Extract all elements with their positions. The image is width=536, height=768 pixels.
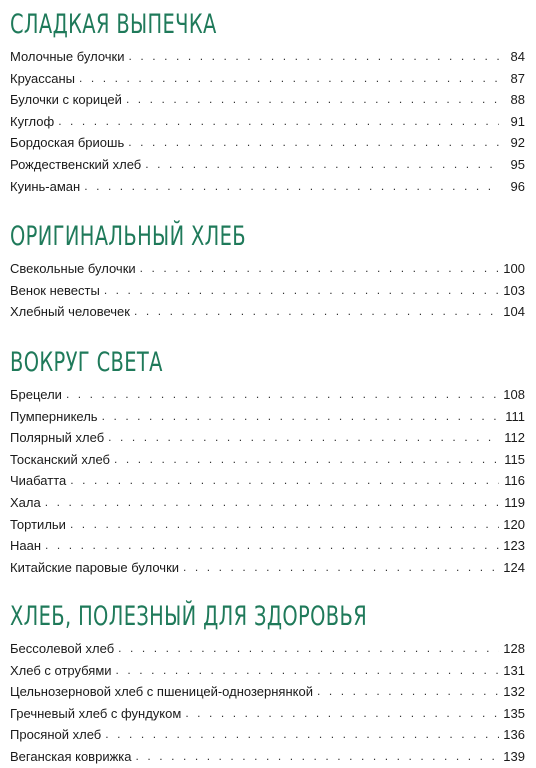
entry-page-number: 111 <box>505 408 525 424</box>
toc-entry[interactable] <box>10 724 525 746</box>
toc-entry[interactable] <box>10 746 525 768</box>
entry-page-number: 128 <box>503 641 525 656</box>
dot-leader <box>70 470 499 492</box>
section-title: ОРИГИНАЛЬНЫЙ ХЛЕБ <box>10 221 247 252</box>
entry-title: Хлеб с отрубями <box>10 662 112 678</box>
entry-title: Бессолевой хлеб <box>10 641 115 656</box>
toc-entry[interactable] <box>10 176 525 198</box>
dot-leader <box>140 258 499 280</box>
dot-leader <box>185 703 499 725</box>
entry-page-number: 112 <box>504 430 525 446</box>
entry-page-number: 84 <box>510 49 525 64</box>
entry-page-number: 116 <box>504 473 525 489</box>
section-around-the-world <box>10 344 525 578</box>
toc-entry[interactable] <box>10 557 525 579</box>
dot-leader <box>58 111 499 133</box>
entry-title: Хала <box>10 494 41 510</box>
dot-leader <box>317 681 499 703</box>
entry-page-number: 103 <box>503 282 525 298</box>
entry-title: Куглоф <box>10 113 55 129</box>
entry-page-number: 131 <box>503 662 525 678</box>
entry-page-number: 132 <box>503 684 525 700</box>
entry-title: Веганская коврижка <box>10 748 132 764</box>
dot-leader <box>126 89 499 111</box>
toc-entry[interactable] <box>10 449 525 471</box>
toc-entry[interactable] <box>10 470 525 492</box>
toc-entry[interactable] <box>10 535 525 557</box>
toc-entry[interactable] <box>10 492 525 514</box>
toc-entry[interactable] <box>10 660 525 682</box>
entry-list <box>10 258 525 323</box>
dot-leader <box>45 535 499 557</box>
entry-page-number: 100 <box>503 261 525 276</box>
entry-page-number: 95 <box>510 156 525 172</box>
entry-page-number: 115 <box>504 451 525 467</box>
dot-leader <box>66 384 499 406</box>
section-sweet-pastry <box>10 6 525 197</box>
entry-page-number: 135 <box>503 705 525 721</box>
dot-leader <box>118 638 499 660</box>
entry-title: Хлебный человечек <box>10 304 130 320</box>
toc-entry[interactable] <box>10 68 525 90</box>
section-healthy-bread <box>10 598 525 768</box>
entry-title: Булочки с корицей <box>10 92 122 108</box>
dot-leader <box>114 449 499 471</box>
toc-entry[interactable] <box>10 132 525 154</box>
entry-list <box>10 638 525 768</box>
entry-title: Чиабатта <box>10 473 67 489</box>
entry-page-number: 108 <box>503 387 525 402</box>
entry-list <box>10 46 525 197</box>
toc-entry[interactable] <box>10 258 525 280</box>
entry-page-number: 96 <box>510 178 525 194</box>
entry-page-number: 124 <box>503 559 525 575</box>
entry-page-number: 88 <box>510 92 525 108</box>
entry-title: Круассаны <box>10 70 75 86</box>
entry-title: Бордоская бриошь <box>10 135 125 151</box>
dot-leader <box>105 724 499 746</box>
dot-leader <box>79 68 499 90</box>
entry-title: Тосканский хлеб <box>10 451 110 467</box>
entry-title: Свекольные булочки <box>10 261 136 276</box>
entry-title: Молочные булочки <box>10 49 125 64</box>
toc-entry[interactable] <box>10 89 525 111</box>
toc-entry[interactable] <box>10 681 525 703</box>
toc-entry[interactable] <box>10 46 525 68</box>
entry-title: Брецели <box>10 387 62 402</box>
toc-entry[interactable] <box>10 154 525 176</box>
toc-entry[interactable] <box>10 280 525 302</box>
entry-page-number: 123 <box>503 538 525 554</box>
dot-leader <box>116 660 499 682</box>
entry-title: Гречневый хлеб с фундуком <box>10 705 182 721</box>
entry-title: Тортильи <box>10 516 66 532</box>
dot-leader <box>145 154 499 176</box>
section-title: ХЛЕБ, ПОЛЕЗНЫЙ ДЛЯ ЗДОРОВЬЯ <box>10 601 368 632</box>
entry-page-number: 119 <box>504 494 525 510</box>
entry-title: Полярный хлеб <box>10 430 105 446</box>
dot-leader <box>135 746 499 768</box>
dot-leader <box>183 557 499 579</box>
entry-title: Куинь-аман <box>10 178 81 194</box>
entry-list <box>10 384 525 578</box>
dot-leader <box>45 492 499 514</box>
entry-page-number: 87 <box>510 70 525 86</box>
dot-leader <box>102 406 499 428</box>
entry-page-number: 120 <box>503 516 525 532</box>
entry-title: Пумперникель <box>10 408 98 424</box>
entry-page-number: 136 <box>503 727 525 743</box>
toc-entry[interactable] <box>10 406 525 428</box>
dot-leader <box>129 46 499 68</box>
toc-entry[interactable] <box>10 427 525 449</box>
section-original-bread <box>10 218 525 323</box>
entry-page-number: 139 <box>503 748 525 764</box>
section-title: ВОКРУГ СВЕТА <box>10 347 163 378</box>
dot-leader <box>128 132 499 154</box>
section-title: СЛАДКАЯ ВЫПЕЧКА <box>10 9 217 40</box>
toc-entry[interactable] <box>10 514 525 536</box>
toc-entry[interactable] <box>10 703 525 725</box>
toc-entry[interactable] <box>10 301 525 323</box>
entry-title: Просяной хлеб <box>10 727 102 743</box>
dot-leader <box>84 176 499 198</box>
entry-title: Рождественский хлеб <box>10 156 142 172</box>
dot-leader <box>108 427 499 449</box>
entry-page-number: 104 <box>503 304 525 320</box>
entry-title: Цельнозерновой хлеб с пшеницей-однозернянкой <box>10 684 313 700</box>
entry-title: Венок невесты <box>10 282 100 298</box>
entry-page-number: 91 <box>510 113 525 129</box>
toc-entry[interactable] <box>10 111 525 133</box>
dot-leader <box>70 514 499 536</box>
entry-title: Китайские паровые булочки <box>10 559 180 575</box>
toc-entry[interactable] <box>10 384 525 406</box>
entry-page-number: 92 <box>510 135 525 151</box>
dot-leader <box>104 280 499 302</box>
toc-entry[interactable] <box>10 638 525 660</box>
dot-leader <box>134 301 499 323</box>
entry-title: Наан <box>10 538 42 554</box>
